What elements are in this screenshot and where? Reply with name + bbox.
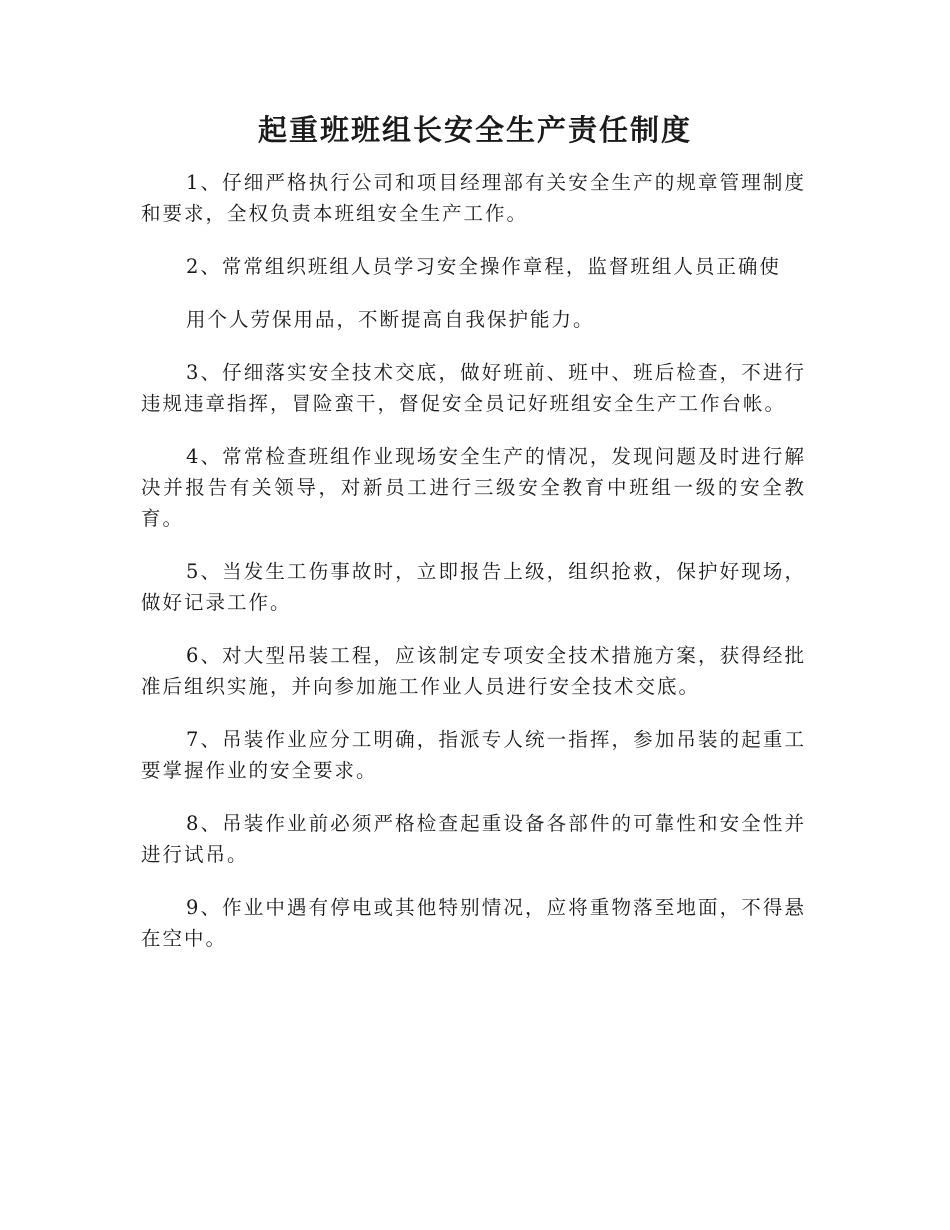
document-title: 起重班班组长安全生产责任制度 <box>257 113 692 147</box>
paragraph-4: 4、常常检查班组作业现场安全生产的情况，发现问题及时进行解决并报告有关领导，对新员工进行三级安全教育中班组一级的安全教育。 <box>141 445 806 530</box>
paragraph-6: 6、对大型吊装工程，应该制定专项安全技术措施方案，获得经批准后组织实施，并向参加施工作业人员进行安全技术交底。 <box>141 644 806 698</box>
paragraph-2: 2、常常组织班组人员学习安全操作章程，监督班组人员正确使 <box>186 255 781 278</box>
paragraph-2-continued: 用个人劳保用品，不断提高自我保护能力。 <box>186 308 595 331</box>
paragraph-7: 7、吊装作业应分工明确，指派专人统一指挥，参加吊装的起重工要掌握作业的安全要求。 <box>141 728 806 782</box>
paragraph-9: 9、作业中遇有停电或其他特别情况，应将重物落至地面，不得悬在空中。 <box>141 896 806 950</box>
paragraph-8: 8、吊装作业前必须严格检查起重设备各部件的可靠性和安全性并进行试吊。 <box>141 812 806 866</box>
document-body <box>141 167 806 976</box>
paragraph-5: 5、当发生工伤事故时，立即报告上级，组织抢救，保护好现场，做好记录工作。 <box>141 560 806 614</box>
paragraph-3: 3、仔细落实安全技术交底，做好班前、班中、班后检查，不进行违规违章指挥，冒险蛮干，督促安全员记好班组安全生产工作台帐。 <box>141 361 806 415</box>
paragraph-1: 1、仔细严格执行公司和项目经理部有关安全生产的规章管理制度和要求，全权负责本班组安全生产工作。 <box>141 171 806 225</box>
